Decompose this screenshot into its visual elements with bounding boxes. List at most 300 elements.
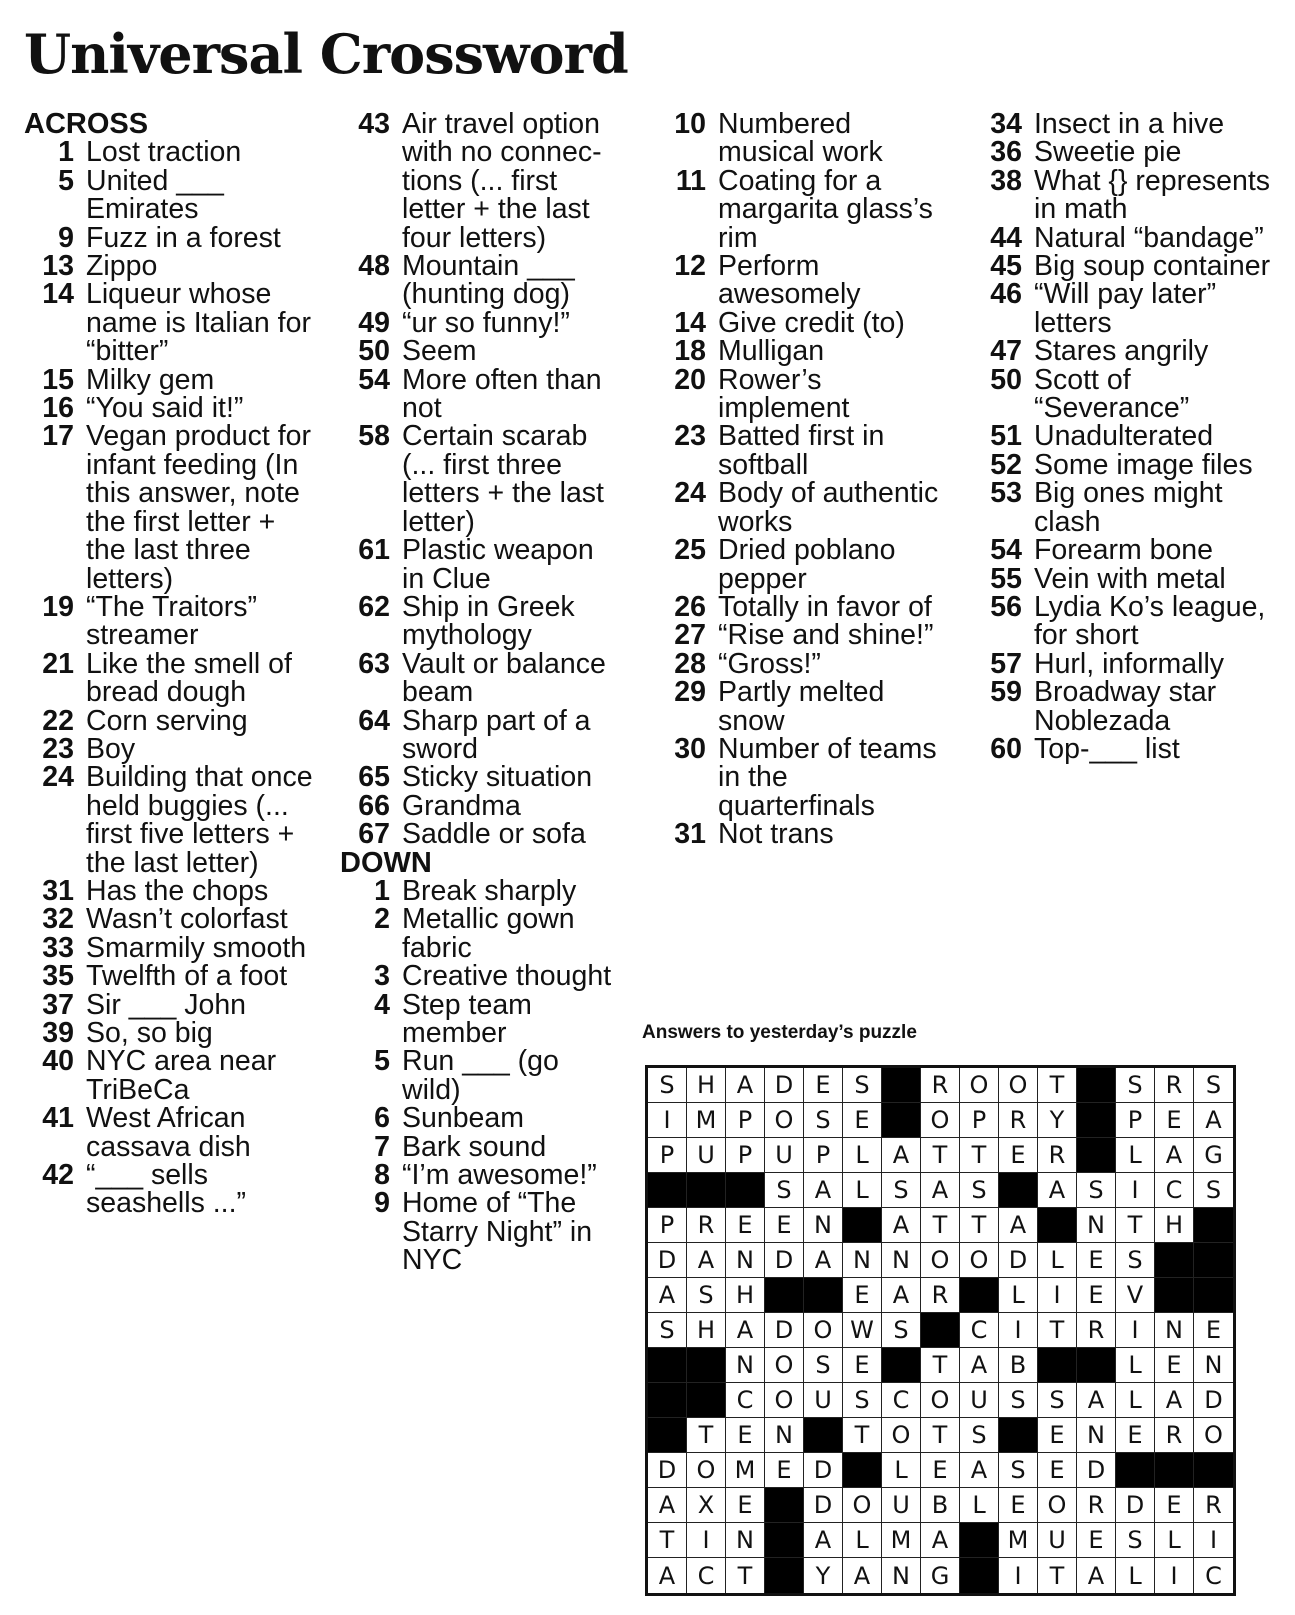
down-clue xyxy=(972,562,1272,595)
grid-black-square xyxy=(1194,1453,1233,1488)
grid-cell: O xyxy=(765,1348,804,1383)
grid-cell: A xyxy=(1155,1383,1194,1418)
clue-number: 29 xyxy=(674,676,706,709)
clue-number: 26 xyxy=(674,590,706,623)
clue-text: Big ones might clash xyxy=(1034,477,1223,538)
clue-number: 7 xyxy=(374,1130,390,1163)
grid-cell: G xyxy=(921,1558,960,1593)
grid-cell: N xyxy=(804,1208,843,1243)
grid-cell: E xyxy=(1155,1488,1194,1523)
clue-text: Plastic weapon in Clue xyxy=(402,534,594,595)
clue-text: Saddle or sofa xyxy=(402,818,586,851)
grid-cell: D xyxy=(648,1243,687,1278)
clue-text: Smarmily smooth xyxy=(86,931,307,964)
grid-cell: E xyxy=(1077,1278,1116,1313)
grid-cell: N xyxy=(882,1558,921,1593)
grid-cell: L xyxy=(1155,1523,1194,1558)
across-clue xyxy=(340,704,620,765)
clue-number: 40 xyxy=(42,1045,74,1078)
grid-cell: V xyxy=(1116,1278,1155,1313)
grid-cell: M xyxy=(726,1453,765,1488)
grid-cell: A xyxy=(999,1208,1038,1243)
across-heading: ACROSS xyxy=(24,108,149,140)
grid-black-square xyxy=(843,1453,882,1488)
clue-number: 45 xyxy=(990,250,1022,283)
grid-black-square xyxy=(765,1558,804,1593)
down-clue xyxy=(340,1130,620,1163)
grid-cell: E xyxy=(726,1208,765,1243)
puzzle-title: Universal Crossword xyxy=(24,22,628,86)
grid-cell: S xyxy=(648,1068,687,1103)
grid-black-square xyxy=(1077,1138,1116,1173)
across-clue xyxy=(340,335,620,368)
clue-text: Hurl, informally xyxy=(1034,647,1225,680)
grid-cell: M xyxy=(687,1103,726,1138)
grid-cell: A xyxy=(804,1173,843,1208)
grid-cell: R xyxy=(1194,1488,1233,1523)
grid-cell: T xyxy=(921,1208,960,1243)
clue-number: 22 xyxy=(42,704,74,737)
clue-number: 65 xyxy=(358,761,390,794)
clue-number: 25 xyxy=(674,534,706,567)
grid-cell: R xyxy=(999,1103,1038,1138)
clue-text: Step team member xyxy=(402,988,532,1049)
grid-cell: A xyxy=(921,1173,960,1208)
grid-cell: I xyxy=(1038,1278,1077,1313)
grid-cell: B xyxy=(999,1348,1038,1383)
grid-cell: L xyxy=(843,1138,882,1173)
grid-cell: A xyxy=(1077,1383,1116,1418)
clue-number: 1 xyxy=(58,136,74,169)
clue-text: Broadway star Noblezada xyxy=(1034,676,1217,737)
grid-cell: A xyxy=(648,1278,687,1313)
grid-cell: A xyxy=(804,1523,843,1558)
grid-cell: L xyxy=(1116,1348,1155,1383)
clue-number: 46 xyxy=(990,278,1022,311)
clue-number: 60 xyxy=(990,732,1022,765)
grid-cell: L xyxy=(1116,1383,1155,1418)
grid-black-square xyxy=(1155,1243,1194,1278)
grid-cell: T xyxy=(648,1523,687,1558)
clue-number: 12 xyxy=(674,250,706,283)
clue-number: 9 xyxy=(374,1187,390,1220)
grid-black-square xyxy=(1194,1243,1233,1278)
grid-cell: E xyxy=(765,1453,804,1488)
grid-cell: S xyxy=(960,1418,999,1453)
clue-number: 58 xyxy=(358,420,390,453)
grid-cell: S xyxy=(687,1278,726,1313)
grid-cell: E xyxy=(765,1208,804,1243)
grid-cell: P xyxy=(726,1103,765,1138)
clue-text: “The Traitors” streamer xyxy=(86,590,258,652)
clue-text: Not trans xyxy=(718,818,834,851)
grid-cell: N xyxy=(726,1243,765,1278)
grid-cell: D xyxy=(765,1068,804,1103)
grid-black-square xyxy=(1155,1453,1194,1488)
grid-cell: N xyxy=(726,1523,765,1558)
clue-number: 31 xyxy=(42,874,74,907)
clue-text: Run ___ (go wild) xyxy=(402,1045,559,1106)
grid-black-square xyxy=(1155,1278,1194,1313)
grid-cell: O xyxy=(843,1488,882,1523)
grid-cell: P xyxy=(648,1208,687,1243)
grid-cell: A xyxy=(960,1348,999,1383)
across-clue xyxy=(24,931,314,964)
grid-cell: S xyxy=(999,1383,1038,1418)
clue-text: West African cassava dish xyxy=(86,1102,251,1163)
grid-cell: A xyxy=(1038,1173,1077,1208)
across-clue xyxy=(24,1047,314,1104)
grid-cell: E xyxy=(921,1453,960,1488)
clue-text: Natural “bandage” xyxy=(1034,221,1264,254)
grid-cell: C xyxy=(726,1383,765,1418)
down-clue xyxy=(972,110,1272,138)
clue-text: Sticky situation xyxy=(402,761,593,794)
grid-cell: S xyxy=(882,1173,921,1208)
clue-number: 54 xyxy=(358,363,390,396)
clue-text: Ship in Greek mythology xyxy=(402,590,575,652)
across-clue xyxy=(24,874,314,907)
clue-number: 39 xyxy=(42,1017,74,1049)
clue-number: 59 xyxy=(990,676,1022,709)
down-clue xyxy=(340,1159,620,1192)
clue-text: Lost traction xyxy=(86,136,242,169)
down-clue xyxy=(656,590,946,623)
clue-text: Corn serving xyxy=(86,704,248,737)
clue-text: Totally in favor of xyxy=(718,590,932,623)
clue-number: 50 xyxy=(990,363,1022,396)
grid-cell: S xyxy=(1194,1173,1233,1208)
grid-cell: E xyxy=(1077,1523,1116,1558)
grid-black-square xyxy=(1038,1348,1077,1383)
grid-cell: O xyxy=(765,1103,804,1138)
across-clue xyxy=(24,1161,314,1218)
grid-black-square xyxy=(726,1173,765,1208)
grid-cell: E xyxy=(843,1103,882,1138)
clue-text: Sweetie pie xyxy=(1034,136,1182,169)
clue-text: Vein with metal xyxy=(1034,562,1226,595)
grid-cell: C xyxy=(1205,1561,1222,1590)
grid-cell: L xyxy=(960,1488,999,1523)
clue-number: 21 xyxy=(42,647,74,680)
clue-number: 34 xyxy=(990,108,1022,140)
grid-cell: T xyxy=(921,1348,960,1383)
clue-text: United ___ Emirates xyxy=(86,164,224,226)
clue-number: 54 xyxy=(990,534,1022,567)
grid-cell: T xyxy=(960,1138,999,1173)
grid-cell: D xyxy=(804,1488,843,1523)
down-clue xyxy=(340,960,620,993)
grid-black-square xyxy=(1077,1068,1116,1103)
clue-number: 57 xyxy=(990,647,1022,680)
grid-cell: O xyxy=(999,1068,1038,1103)
clue-text: Break sharply xyxy=(402,874,577,907)
clue-number: 19 xyxy=(42,590,74,623)
clue-text: “ur so funny!” xyxy=(402,306,570,339)
clue-number: 56 xyxy=(990,590,1022,623)
clue-text: Perform awesomely xyxy=(718,250,861,311)
grid-cell: S xyxy=(648,1313,687,1348)
grid-black-square xyxy=(999,1418,1038,1453)
grid-cell: O xyxy=(882,1418,921,1453)
clue-text: Some image files xyxy=(1034,448,1253,481)
grid-cell: S xyxy=(1116,1068,1155,1103)
grid-cell: O xyxy=(687,1453,726,1488)
clue-column-4 xyxy=(972,110,1272,763)
down-clue xyxy=(972,534,1272,567)
grid-cell: R xyxy=(921,1278,960,1313)
clue-number: 10 xyxy=(674,108,706,140)
clue-number: 66 xyxy=(358,789,390,822)
grid-cell: C xyxy=(882,1383,921,1418)
clue-number: 44 xyxy=(990,221,1022,254)
clue-number: 31 xyxy=(674,818,706,851)
grid-cell: T xyxy=(843,1418,882,1453)
clue-text: Bark sound xyxy=(402,1130,547,1163)
grid-cell: L xyxy=(999,1278,1038,1313)
grid-cell: I xyxy=(999,1313,1038,1348)
down-clue xyxy=(656,479,946,536)
down-clue xyxy=(972,280,1272,337)
grid-cell: S xyxy=(843,1383,882,1418)
clue-number: 28 xyxy=(674,647,706,680)
grid-cell: I xyxy=(999,1558,1038,1593)
grid-cell: L xyxy=(1038,1243,1077,1278)
grid-cell: O xyxy=(960,1068,999,1103)
down-clue xyxy=(656,252,946,309)
grid-black-square xyxy=(843,1208,882,1243)
down-heading: DOWN xyxy=(340,846,432,879)
clue-text: Forearm bone xyxy=(1034,534,1214,567)
across-clue xyxy=(340,789,620,822)
grid-cell: L xyxy=(843,1173,882,1208)
grid-cell: R xyxy=(1155,1418,1194,1453)
grid-black-square xyxy=(648,1173,687,1208)
clue-text: Boy xyxy=(86,732,136,765)
clue-text: Certain scarab (... first three letters + the last letter) xyxy=(402,420,604,538)
grid-cell: L xyxy=(1116,1138,1155,1173)
down-clue xyxy=(972,221,1272,254)
clue-number: 42 xyxy=(42,1159,74,1192)
across-clue xyxy=(340,647,620,709)
answers-title: Answers to yesterday’s puzzle xyxy=(642,1022,917,1043)
grid-cell: R xyxy=(1155,1068,1194,1103)
clue-number: 36 xyxy=(990,136,1022,169)
grid-cell: O xyxy=(921,1383,960,1418)
grid-cell: A xyxy=(843,1558,882,1593)
grid-cell: T xyxy=(687,1418,726,1453)
clue-number: 9 xyxy=(58,221,74,254)
down-clue xyxy=(340,905,620,962)
grid-black-square xyxy=(1077,1348,1116,1383)
clue-number: 11 xyxy=(675,164,706,197)
down-clue xyxy=(972,363,1272,425)
grid-cell: N xyxy=(1194,1348,1233,1383)
grid-cell: A xyxy=(882,1278,921,1313)
grid-cell: U xyxy=(1038,1523,1077,1558)
grid-cell: R xyxy=(1038,1138,1077,1173)
grid-black-square xyxy=(687,1173,726,1208)
grid-cell: N xyxy=(843,1243,882,1278)
grid-cell: I xyxy=(1116,1173,1155,1208)
across-clue xyxy=(340,306,620,339)
clue-text: “You said it!” xyxy=(86,392,244,425)
clue-text: Creative thought xyxy=(402,960,612,993)
grid-cell: T xyxy=(1038,1313,1077,1348)
grid-cell: U xyxy=(804,1383,843,1418)
clue-text: “___ sells seashells ...” xyxy=(86,1159,246,1220)
grid-cell: E xyxy=(1194,1313,1233,1348)
clue-number: 5 xyxy=(374,1045,390,1078)
grid-cell: O xyxy=(765,1383,804,1418)
clue-number: 6 xyxy=(374,1102,390,1135)
down-clue xyxy=(972,335,1272,368)
grid-black-square xyxy=(960,1278,999,1313)
grid-cell: B xyxy=(921,1488,960,1523)
down-clue xyxy=(972,590,1272,652)
clue-number: 24 xyxy=(674,477,706,510)
clue-text: Building that once held buggies (... first five letters + the last letter) xyxy=(86,761,313,879)
grid-cell: T xyxy=(1038,1068,1077,1103)
grid-cell: L xyxy=(1116,1558,1155,1593)
across-clue xyxy=(24,363,314,396)
grid-cell: E xyxy=(726,1488,765,1523)
grid-cell: C xyxy=(1155,1173,1194,1208)
clue-text: Rower’s implement xyxy=(718,363,850,425)
across-clue xyxy=(340,422,620,536)
across-clue xyxy=(24,136,314,169)
clue-text: Liqueur whose name is Italian for “bitter” xyxy=(86,278,311,368)
grid-cell: S xyxy=(999,1453,1038,1488)
grid-black-square xyxy=(765,1523,804,1558)
grid-cell: O xyxy=(921,1243,960,1278)
grid-black-square xyxy=(960,1558,999,1593)
clue-number: 27 xyxy=(674,619,706,652)
clue-text: Home of “The Starry Night” in NYC xyxy=(402,1187,593,1277)
clue-number: 1 xyxy=(374,874,390,907)
grid-cell: A xyxy=(726,1313,765,1348)
grid-black-square xyxy=(1038,1208,1077,1243)
grid-cell: R xyxy=(1077,1488,1116,1523)
grid-cell: O xyxy=(1194,1418,1233,1453)
grid-cell: A xyxy=(648,1558,687,1593)
down-clue xyxy=(656,335,946,368)
clue-number: 55 xyxy=(990,562,1022,595)
down-clue xyxy=(656,678,946,735)
clue-text: Stares angrily xyxy=(1034,335,1209,368)
grid-cell: N xyxy=(1155,1313,1194,1348)
grid-cell: S xyxy=(882,1313,921,1348)
grid-black-square xyxy=(960,1523,999,1558)
grid-black-square xyxy=(648,1348,687,1383)
clue-text: “Gross!” xyxy=(718,647,821,680)
clue-number: 2 xyxy=(374,903,390,936)
grid-cell: R xyxy=(1077,1313,1116,1348)
clue-number: 13 xyxy=(42,250,74,283)
clue-number: 24 xyxy=(42,761,74,794)
grid-black-square xyxy=(1194,1278,1233,1313)
grid-cell: D xyxy=(765,1313,804,1348)
grid-cell: S xyxy=(1116,1243,1155,1278)
grid-cell: G xyxy=(1194,1138,1233,1173)
down-clue xyxy=(972,136,1272,169)
grid-black-square xyxy=(999,1173,1038,1208)
grid-cell: S xyxy=(804,1103,843,1138)
clue-text: Dried poblano pepper xyxy=(718,534,896,595)
grid-black-square xyxy=(1116,1453,1155,1488)
clue-text: Wasn’t colorfast xyxy=(86,903,288,936)
grid-cell: S xyxy=(1194,1068,1233,1103)
grid-cell: X xyxy=(687,1488,726,1523)
clue-number: 18 xyxy=(674,335,706,368)
grid-cell: I xyxy=(1155,1558,1194,1593)
across-clue xyxy=(24,763,314,877)
grid-cell: E xyxy=(1038,1418,1077,1453)
clue-text: Fuzz in a forest xyxy=(86,221,281,254)
grid-cell: R xyxy=(921,1068,960,1103)
answer-grid xyxy=(645,1065,1236,1596)
grid-cell: A xyxy=(726,1068,765,1103)
clue-text: Seem xyxy=(402,335,477,368)
grid-cell: N xyxy=(1077,1208,1116,1243)
clue-text: So, so big xyxy=(86,1017,213,1049)
grid-cell: P xyxy=(726,1138,765,1173)
down-clue xyxy=(972,479,1272,536)
grid-black-square xyxy=(687,1348,726,1383)
down-clue xyxy=(656,818,946,851)
grid-cell: T xyxy=(960,1208,999,1243)
grid-cell: D xyxy=(648,1453,687,1488)
grid-cell: E xyxy=(1077,1243,1116,1278)
across-clue xyxy=(24,988,314,1021)
down-clue xyxy=(340,1047,620,1104)
clue-text: Scott of “Severance” xyxy=(1034,363,1190,425)
grid-black-square xyxy=(1077,1103,1116,1138)
grid-cell: S xyxy=(960,1173,999,1208)
across-clue xyxy=(24,221,314,254)
clue-number: 15 xyxy=(42,363,74,396)
grid-black-square xyxy=(882,1348,921,1383)
grid-cell: N xyxy=(1077,1418,1116,1453)
down-clue xyxy=(656,110,946,167)
grid-cell: A xyxy=(960,1453,999,1488)
across-clue xyxy=(24,164,314,226)
clue-text: Grandma xyxy=(402,789,521,822)
grid-black-square xyxy=(765,1278,804,1313)
across-clue xyxy=(24,590,314,652)
grid-cell: S xyxy=(1038,1383,1077,1418)
clue-text: Metallic gown fabric xyxy=(402,903,575,964)
grid-cell: R xyxy=(687,1208,726,1243)
clue-number: 20 xyxy=(674,363,706,396)
clue-text: Milky gem xyxy=(86,363,215,396)
grid-cell: H xyxy=(1155,1208,1194,1243)
down-clue xyxy=(972,420,1272,453)
down-clue xyxy=(656,164,946,254)
grid-cell: E xyxy=(843,1278,882,1313)
grid-cell: D xyxy=(804,1453,843,1488)
grid-cell: U xyxy=(882,1488,921,1523)
clue-text: Vegan product for infant feeding (In this answer, note the first letter + the last three letters) xyxy=(86,420,311,595)
across-clue xyxy=(24,903,314,936)
grid-cell: A xyxy=(804,1243,843,1278)
grid-cell: N xyxy=(882,1243,921,1278)
grid-cell: Y xyxy=(1038,1103,1077,1138)
clue-text: NYC area near TriBeCa xyxy=(86,1045,277,1106)
grid-cell: I xyxy=(1116,1313,1155,1348)
grid-cell: L xyxy=(882,1453,921,1488)
clue-number: 37 xyxy=(42,988,74,1021)
